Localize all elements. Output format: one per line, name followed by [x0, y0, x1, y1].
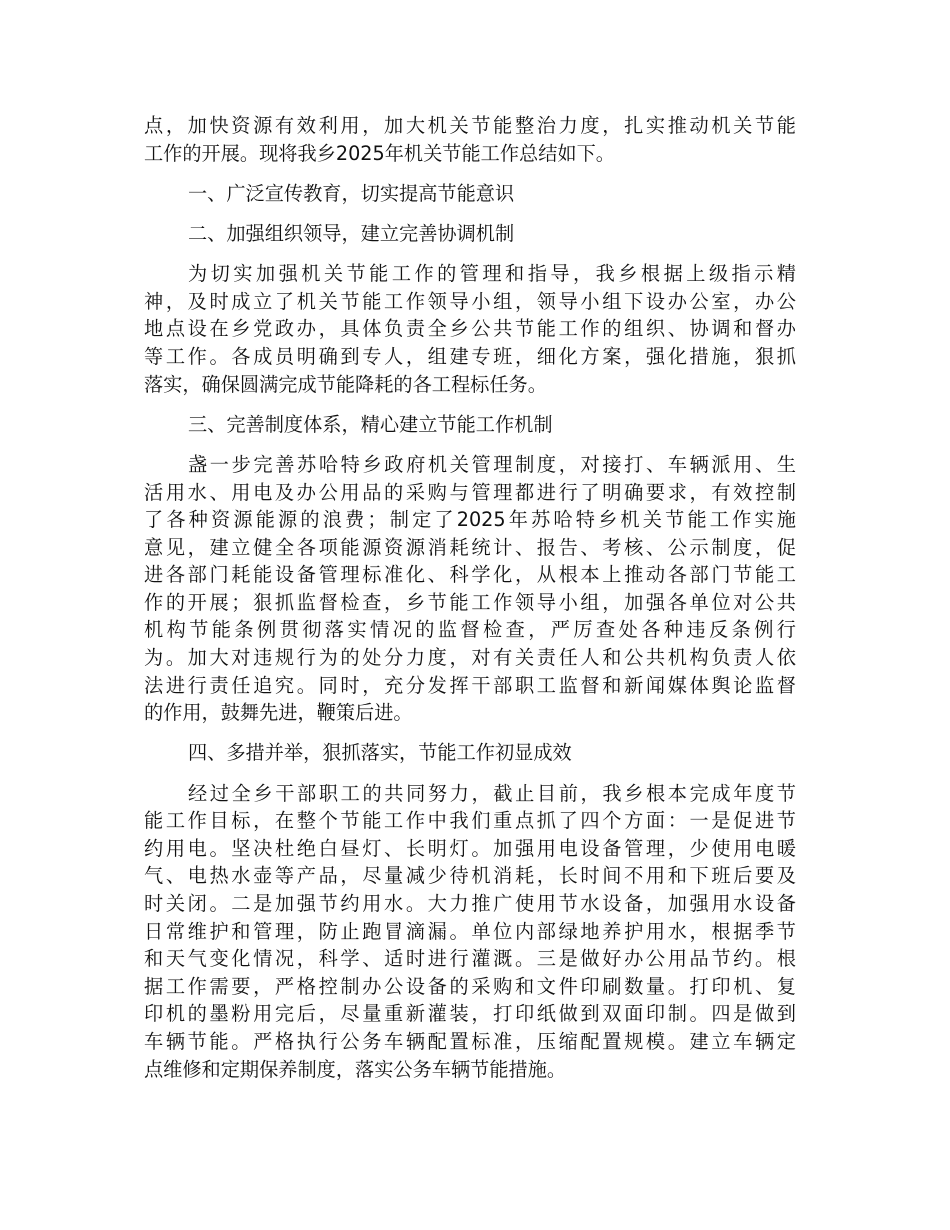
text-line: 点维修和定期保养制度，落实公务车辆节能措施。	[144, 1057, 567, 1081]
text-line: 落实，确保圆满完成节能降耗的各工程标任务。	[144, 372, 547, 396]
text-line: 经过全乡干部职工的共同努力，截止目前，我乡根本完成年度节	[188, 781, 796, 805]
paragraph-gap	[144, 207, 796, 220]
text-line: 日常维护和管理，防止跑冒滴漏。单位内部绿地养护用水，根据季节	[144, 919, 796, 943]
body-paragraph	[144, 780, 796, 1084]
body-paragraph	[144, 112, 796, 167]
paragraph-gap	[144, 727, 796, 740]
body-paragraph	[144, 260, 796, 398]
document-page	[144, 112, 796, 1083]
text-line: 据工作需要，严格控制办公设备的采购和文件印刷数量。打印机、复	[144, 974, 796, 998]
text-line: 机构节能条例贯彻落实情况的监督检查，严厉查处各种违反条例行	[144, 618, 796, 642]
body-paragraph	[144, 451, 796, 727]
text-line: 神，及时成立了机关节能工作领导小组，领导小组下设办公室，办公	[144, 289, 796, 313]
section-heading	[144, 180, 796, 208]
section-heading	[144, 220, 796, 248]
text-line: 地点设在乡党政办，具体负责全乡公共节能工作的组织、协调和督办	[144, 317, 796, 341]
text-line: 意见，建立健全各项能源资源消耗统计、报告、考核、公示制度，促	[144, 535, 796, 559]
text-line: 盏一步完善苏哈特乡政府机关管理制度，对接打、车辆派用、生	[188, 452, 796, 476]
text-line: 活用水、用电及办公用品的采购与管理都进行了明确要求，有效控制	[144, 480, 796, 504]
text-line: 为。加大对违规行为的处分力度，对有关责任人和公共机构负责人依	[144, 646, 796, 670]
text-line: 点，加快资源有效利用，加大机关节能整治力度，扎实推动机关节能	[144, 114, 796, 137]
text-line: 进各部门耗能设备管理标准化、科学化，从根本上推动各部门节能工	[144, 563, 796, 587]
section-heading	[144, 411, 796, 439]
paragraph-gap	[144, 767, 796, 780]
text-line: 法进行责任追究。同时，充分发挥干部职工监督和新闻媒体舆论监督	[144, 673, 796, 697]
text-line: 等工作。各成员明确到专人，组建专班，细化方案，强化措施，狠抓	[144, 344, 796, 368]
text-line: 车辆节能。严格执行公务车辆配置标准，压缩配置规模。建立车辆定	[144, 1029, 796, 1053]
text-line: 为切实加强机关节能工作的管理和指导，我乡根据上级指示精	[188, 262, 796, 286]
text-line: 的作用，鼓舞先进，鞭策后进。	[144, 701, 413, 725]
text-line: 工作的开展。现将我乡2025年机关节能工作总结如下。	[144, 141, 615, 165]
paragraph-gap	[144, 248, 796, 261]
text-line: 作的开展；狠抓监督检查，乡节能工作领导小组，加强各单位对公共	[144, 590, 796, 614]
text-line: 四、多措并举，狠抓落实，节能工作初显成效	[188, 741, 572, 765]
text-line: 一、广泛宣传教育，切实提高节能意识	[188, 181, 515, 205]
text-line: 能工作目标，在整个节能工作中我们重点抓了四个方面：一是促进节	[144, 809, 796, 833]
section-heading	[144, 739, 796, 767]
paragraph-gap	[144, 438, 796, 451]
text-line: 印机的墨粉用完后，尽量重新灌装，打印纸做到双面印制。四是做到	[144, 1002, 796, 1026]
text-line: 时关闭。二是加强节约用水。大力推广使用节水设备，加强用水设备	[144, 892, 796, 915]
text-line: 约用电。坚决杜绝白昼灯、长明灯。加强用电设备管理，少使用电暖	[144, 836, 796, 860]
text-line: 和天气变化情况，科学、适时进行灌溉。三是做好办公用品节约。根	[144, 947, 796, 971]
text-line: 二、加强组织领导，建立完善协调机制	[188, 221, 515, 245]
paragraph-gap	[144, 398, 796, 411]
paragraph-gap	[144, 167, 796, 180]
text-line: 了各种资源能源的浪费；制定了2025年苏哈特乡机关节能工作实施	[144, 508, 796, 532]
text-line: 气、电热水壶等产品，尽量减少待机消耗，长时间不用和下班后要及	[144, 864, 796, 888]
text-line: 三、完善制度体系，精心建立节能工作机制	[188, 412, 553, 436]
